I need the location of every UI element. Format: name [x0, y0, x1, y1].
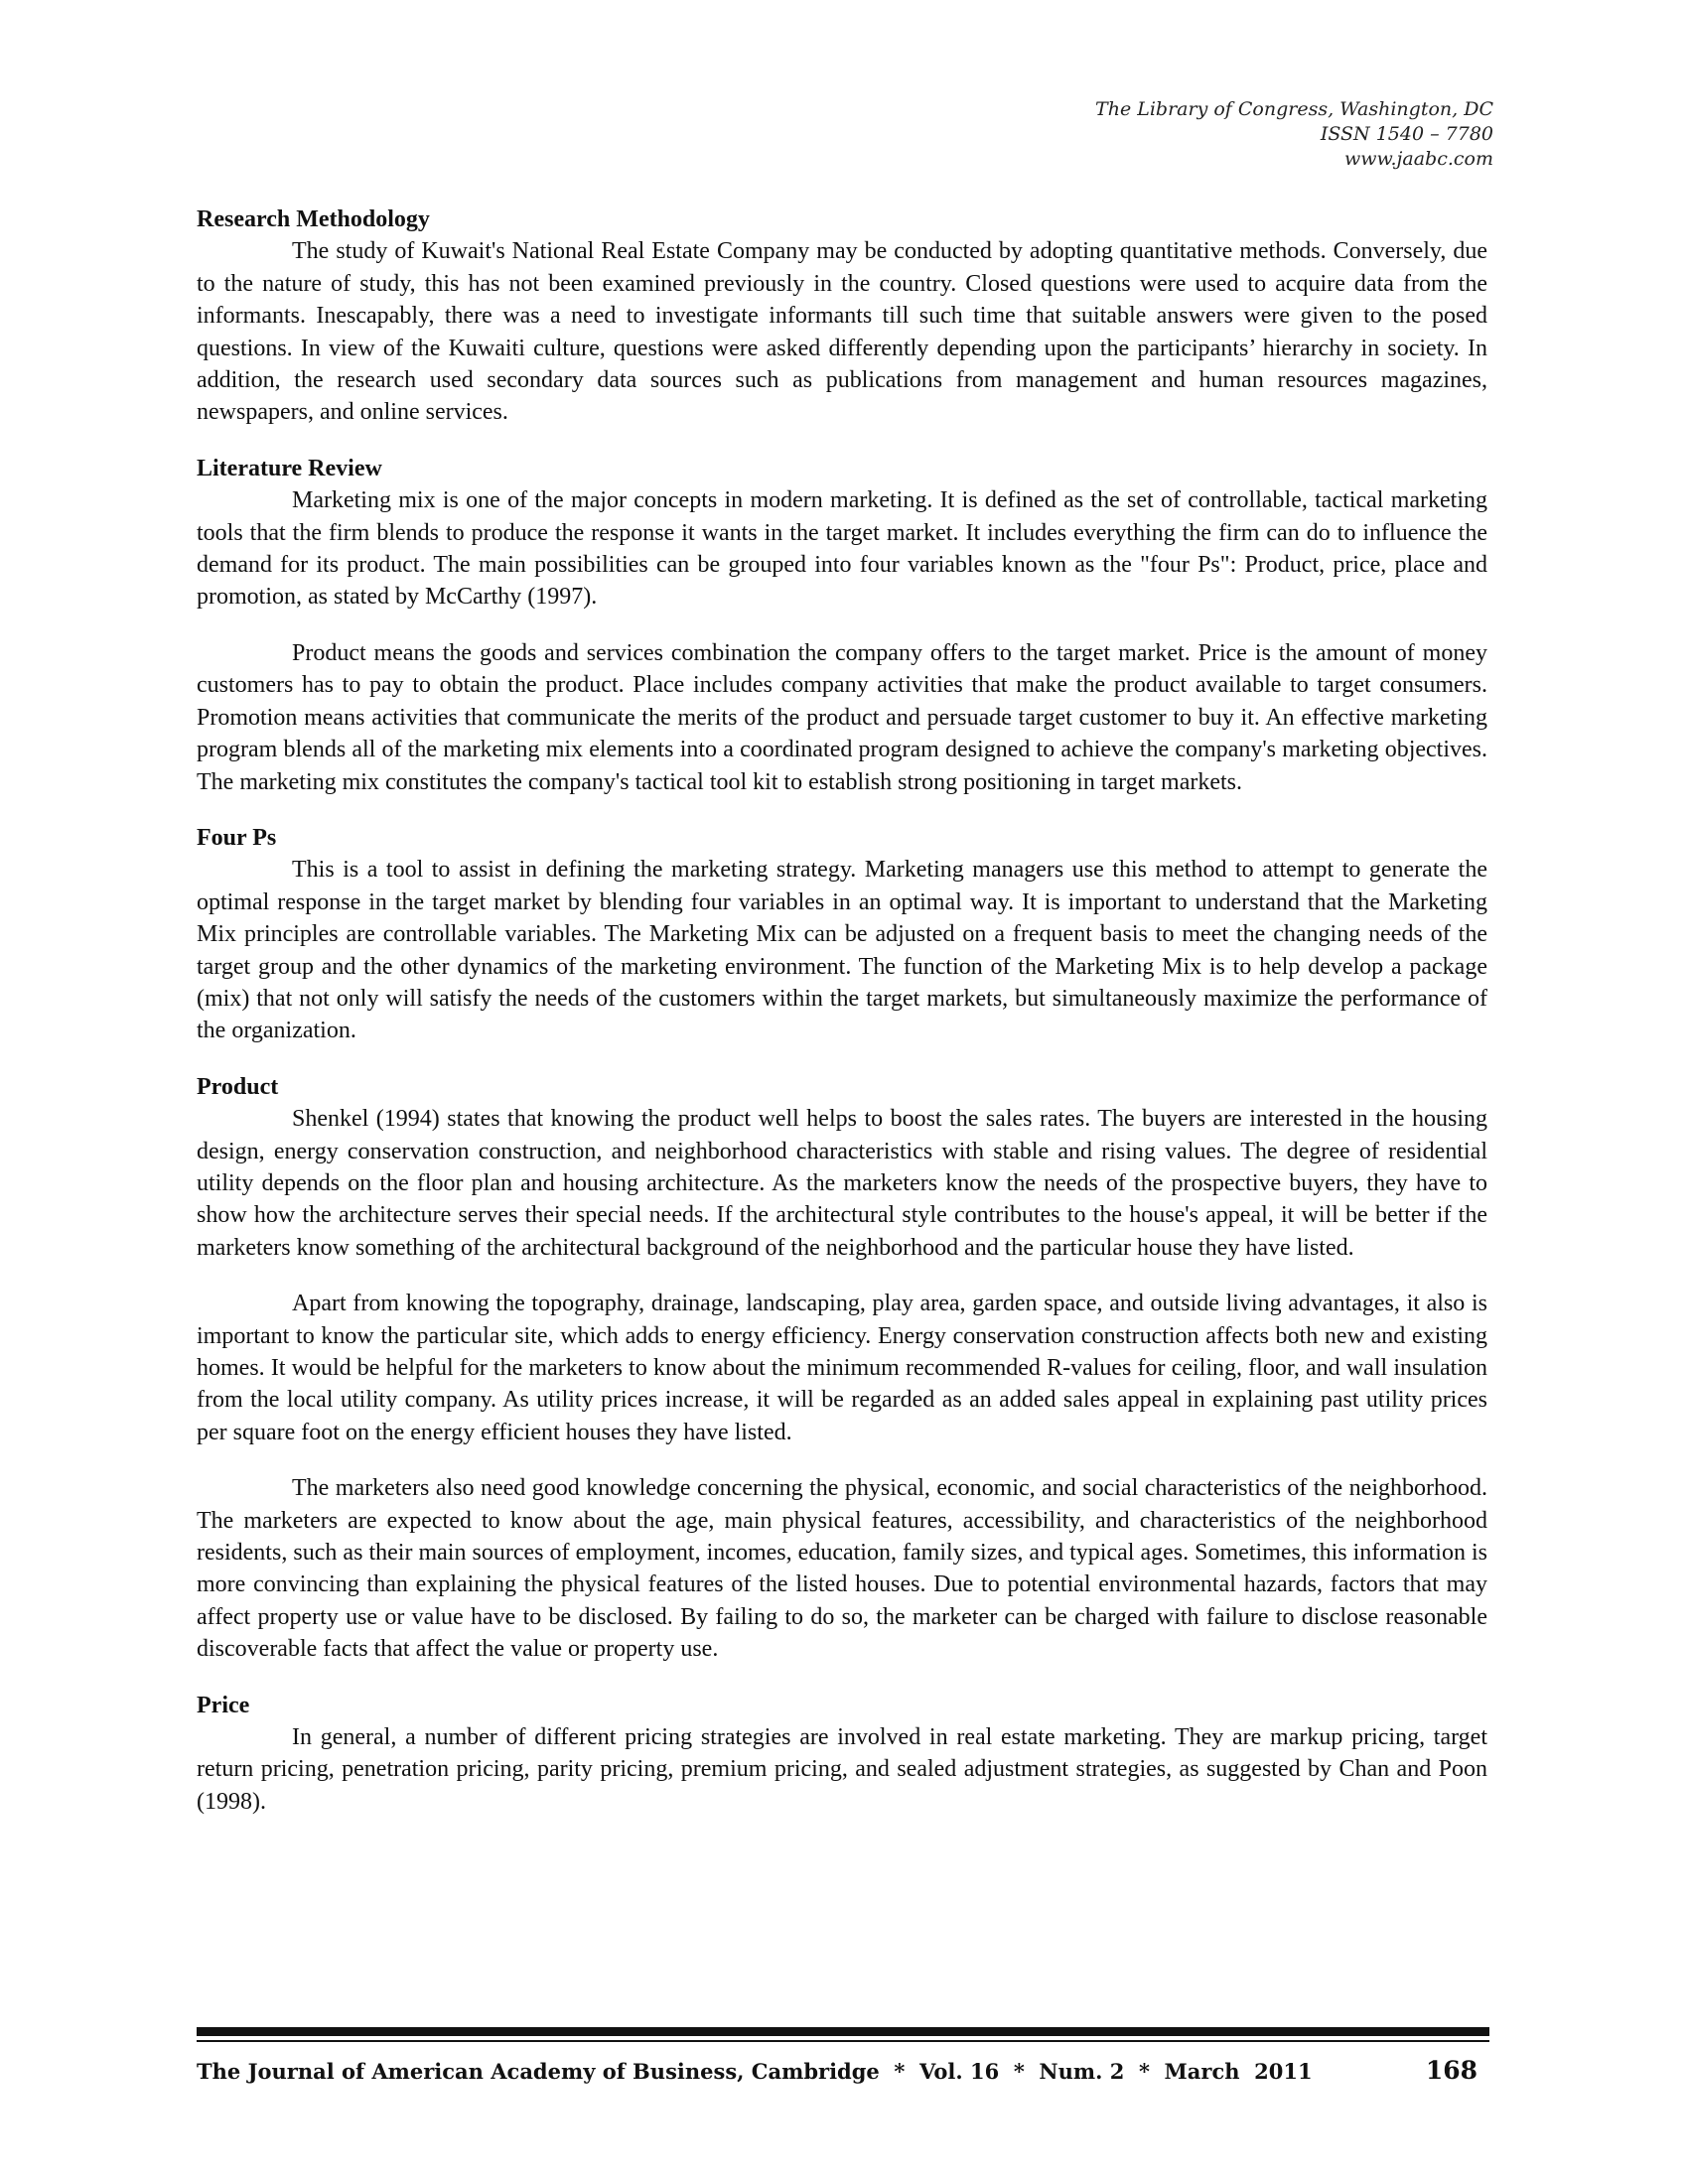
section-price: [197, 1690, 1487, 1819]
footer-rule-thin: [197, 2040, 1489, 2042]
section-heading: Product: [197, 1073, 279, 1100]
footer-journal-citation: The Journal of American Academy of Business, Cambridge * Vol. 16 * Num. 2 * March 2011: [197, 2059, 1313, 2084]
paragraph: The study of Kuwait's National Real Estate Company may be conducted by adopting quantitative methods. Conversely, due to the nature of study, this has not been examined previously in the country. Closed questions were used to acquire data from the informants. Inescapably, there was a need to investigate informants till such time that suitable answers were given to the posed questions. In view of the Kuwaiti culture, questions were asked differently depending upon the participants’ hierarchy in society. In addition, the research used secondary data sources such as publications from management and human resources magazines, newspapers, and online services.: [197, 238, 1487, 426]
section-heading: Research Methodology: [197, 206, 430, 232]
paragraph: Marketing mix is one of the major concepts in modern marketing. It is defined as the set of controllable, tactical marketing tools that the firm blends to produce the response it wants in the target market. It includes everything the firm can do to influence the demand for its product. The main possibilities can be grouped into four variables known as the "four Ps": Product, price, place and promotion, as stated by McCarthy (1997).: [197, 487, 1487, 611]
header-issn: ISSN 1540 – 7780: [1320, 123, 1493, 145]
paragraph: Shenkel (1994) states that knowing the product well helps to boost the sales rates. The buyers are interested in the housing design, energy conservation construction, and neighborhood characteristics with stable and rising values. The degree of residential utility depends on the floor plan and housing architecture. As the marketers know the needs of the prospective buyers, they have to show how the architecture serves their special needs. If the architectural style contributes to the house's appeal, it will be better if the marketers know something of the architectural background of the neighborhood and the particular house they have listed.: [197, 1106, 1487, 1261]
footer-rule-thick: [197, 2027, 1489, 2036]
article-body: [197, 204, 1487, 1842]
page-header: [1095, 97, 1493, 172]
section-four-ps: [197, 822, 1487, 1047]
paragraph: The marketers also need good knowledge concerning the physical, economic, and social characteristics of the neighborhood. The marketers are expected to know about the age, main physical features, accessibility, and characteristics of the neighborhood residents, such as their main sources of employment, incomes, education, family sizes, and typical ages. Sometimes, this information is more convincing than explaining the physical features of the listed houses. Due to potential environmental hazards, factors that may affect property use or value have to be disclosed. By failing to do so, the marketer can be charged with failure to disclose reasonable discoverable facts that affect the value or property use.: [197, 1475, 1487, 1663]
section-research-methodology: [197, 204, 1487, 429]
paragraph: In general, a number of different pricing strategies are involved in real estate marketing. They are markup pricing, target return pricing, penetration pricing, parity pricing, premium pricing, and sealed adjustment strategies, as suggested by Chan and Poon (1998).: [197, 1724, 1487, 1815]
section-product: [197, 1071, 1487, 1666]
page-number: 168: [1425, 2056, 1477, 2085]
section-heading: Price: [197, 1692, 250, 1718]
section-heading: Four Ps: [197, 824, 277, 851]
paragraph: Product means the goods and services combination the company offers to the target market. Price is the amount of money customers has to pay to obtain the product. Place includes company activities that make the product available to target consumers. Promotion means activities that communicate the merits of the product and persuade target customer to buy it. An effective marketing program blends all of the marketing mix elements into a coordinated program designed to achieve the company's marketing objectives. The marketing mix constitutes the company's tactical tool kit to establish strong positioning in target markets.: [197, 639, 1487, 795]
section-heading: Literature Review: [197, 455, 382, 481]
paragraph: This is a tool to assist in defining the marketing strategy. Marketing managers use this method to attempt to generate the optimal response in the target market by blending four variables in an optimal way. It is important to understand that the Marketing Mix principles are controllable variables. The Marketing Mix can be adjusted on a frequent basis to meet the changing needs of the target group and the other dynamics of the marketing environment. The function of the Marketing Mix is to help develop a package (mix) that not only will satisfy the needs of the customers within the target markets, but simultaneously maximize the performance of the organization.: [197, 857, 1487, 1044]
section-literature-review: [197, 453, 1487, 798]
header-publisher: The Library of Congress, Washington, DC: [1095, 98, 1493, 120]
page-footer: [197, 2056, 1489, 2085]
paragraph: Apart from knowing the topography, drainage, landscaping, play area, garden space, and outside living advantages, it also is important to know the particular site, which adds to energy efficiency. Energy conservation construction affects both new and existing homes. It would be helpful for the marketers to know about the minimum recommended R-values for ceiling, floor, and wall insulation from the local utility company. As utility prices increase, it will be regarded as an added sales appeal in explaining past utility prices per square foot on the energy efficient houses they have listed.: [197, 1291, 1487, 1445]
header-website: www.jaabc.com: [1343, 148, 1493, 170]
